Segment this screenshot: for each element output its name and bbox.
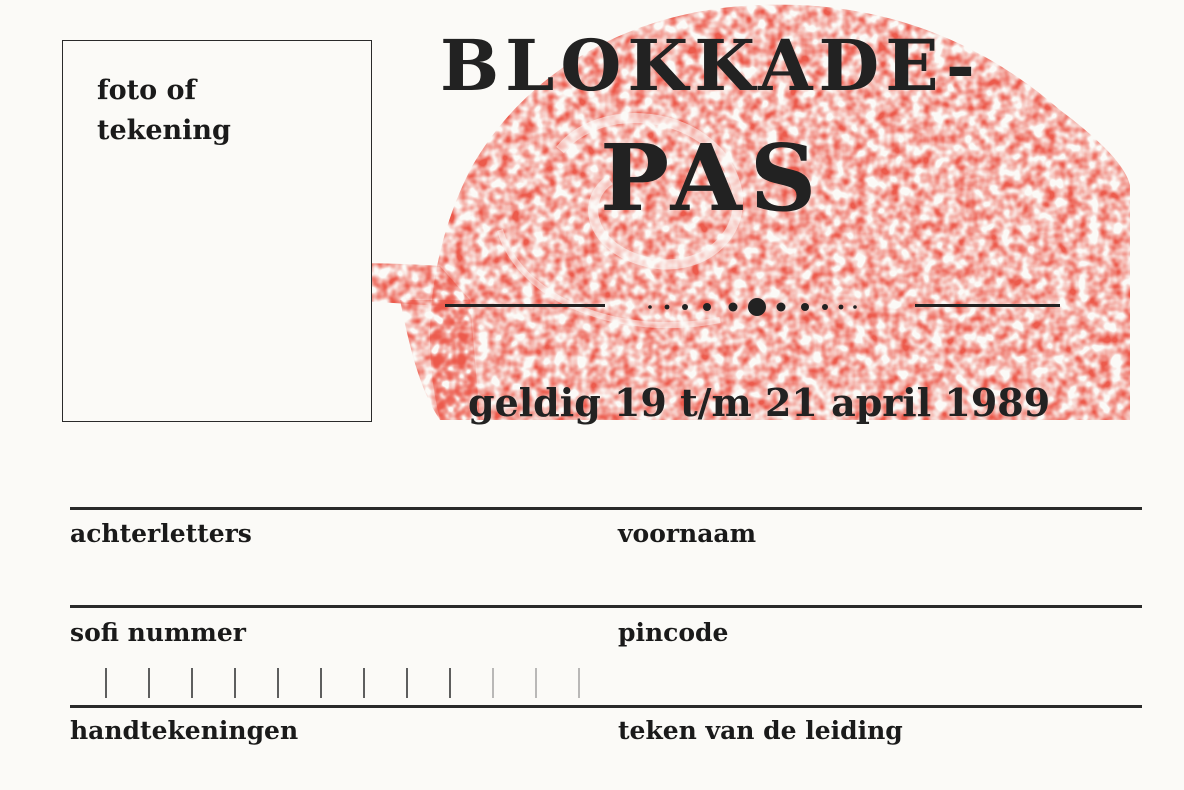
sofi-number-digit-slots[interactable] — [105, 666, 595, 700]
label-handtekeningen: handtekeningen — [70, 716, 299, 745]
rule-sofi-nummer — [70, 605, 1142, 608]
label-teken-van-de-leiding: teken van de leiding — [618, 716, 903, 745]
title-line-2: PAS — [600, 124, 825, 232]
photo-placeholder-box[interactable] — [62, 40, 372, 422]
rule-achterletters — [70, 507, 1142, 510]
label-voornaam: voornaam — [618, 519, 757, 548]
rule-handtekeningen — [70, 705, 1142, 708]
photo-box-label: foto of tekening — [97, 75, 231, 146]
title-line-1: BLOKKADE- — [440, 24, 981, 107]
validity-dates: geldig 19 t/m 21 april 1989 — [468, 380, 1051, 425]
label-sofi-nummer: sofi nummer — [70, 618, 246, 647]
label-pincode: pincode — [618, 618, 729, 647]
ornamental-divider — [445, 290, 1060, 326]
label-achterletters: achterletters — [70, 519, 252, 548]
